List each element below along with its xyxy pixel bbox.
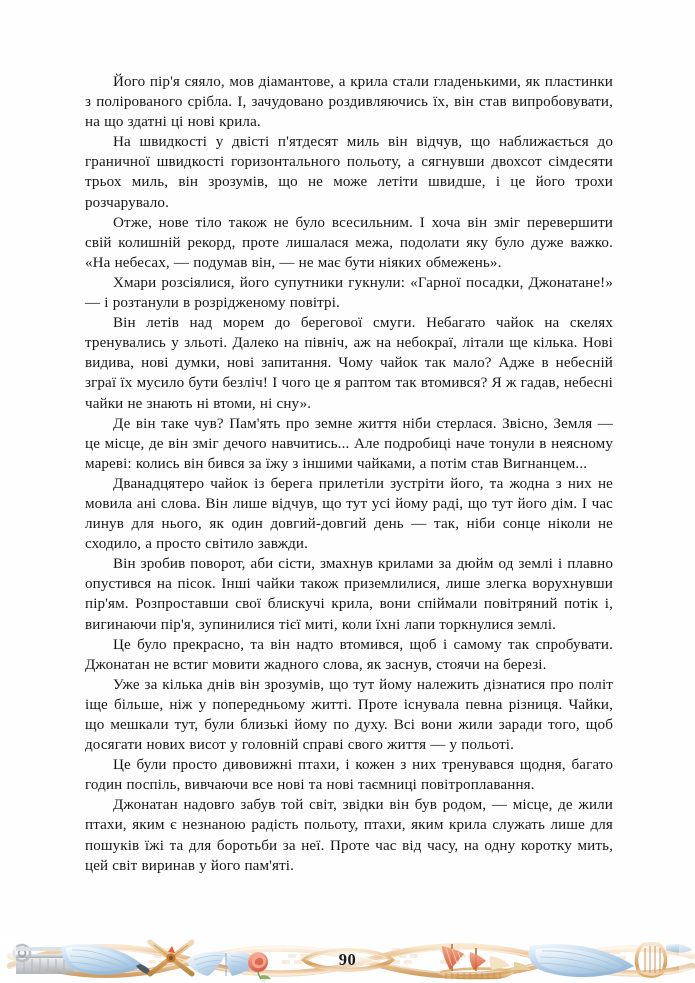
paragraph: На швидкості у двісті п'ятдесят миль він відчув, що наближається до граничної швидкості горизонтального польоту, а сягнувши двохсот сімдесяти трьох миль, він зрозумів, що не може летіти швидше, і це його трохи розчарувало. (85, 134, 613, 211)
page-text-body (85, 72, 613, 876)
paragraph: Його пір'я сяяло, мов діамантове, а крила стали гладенькими, як пластинки з полірованого срібла. І, зачудовано роздивляючись їх, він став випробовувати, на що здатні ці нові крила. (85, 74, 613, 131)
paragraph: Це були просто дивовижні птахи, і кожен з них тренувався щодня, багато годин поспіль, вивчаючи все нові та нові таємниці повітроплавання. (85, 757, 613, 794)
paragraph: Це було прекрасно, та він надто втомився, щоб і самому так спробувати. Джонатан не встиг мовити жадного слова, як заснув, стоячи на березі. (85, 636, 613, 673)
paragraph: Уже за кілька днів він зрозумів, що тут йому належить дізнатися про політ іще більше, ніж у попередньому житті. Проте існувала певна різниця. Чайки, що мешкали тут, були близькі йому по духу. Всі вони жили заради того, щоб досягати нових висот у головній справі свого життя — у польоті. (85, 676, 613, 754)
paragraph: Хмари розсіялися, його супутники гукнули: «Гарної посадки, Джонатане!» — і розтанули в розрідженому повітрі. (85, 274, 613, 312)
paragraph: Отже, нове тіло також не було всесильним. І хоча він зміг перевершити свій колишній рекорд, проте лишалася межа, подолати яку було дуже важко. «На небесах, — подумав він, — не має бути ніяких обмежень». (85, 214, 613, 271)
paragraph: Він зробив поворот, аби сісти, змахнув крилами за дюйм од землі і плавно опустився на пісок. Інші чайки також приземлилися, лише злегка ворухнувши пір'ям. Розпроставши свої блискучі крила, вони спіймали повітряний потік і, вигинаючи пір'я, зупинилися тієї миті, коли їхні лапи торкнулися землі. (85, 556, 613, 633)
paragraph: Він летів над морем до берегової смуги. Небагато чайок на скелях тренувались у зльоті. Далеко на північ, аж на небокраї, літали ще кілька. Нові видива, нові думки, нові запитання. Чому чайок так мало? Адже в небесній зграї їх мусило бути безліч! І чого це я раптом так втомився? Я ж гадав, небесні чайки не знають ні втоми, ні сну». (85, 315, 613, 412)
paragraph: Де він таке чув? Пам'ять про земне життя ніби стерлася. Звісно, Земля — це місце, де він зміг дечого навчитись... Але подробиці наче тонули в неясному мареві: колись він бився за їжу з іншими чайками, а потім став Вигнанцем... (85, 415, 613, 472)
paragraph: Джонатан надовго забув той світ, звідки він був родом, — місце, де жили птахи, яким є незнаною радість польоту, птахи, яким крила служать лише для пошуків їжі та для боротьби за неї. Проте час від часу, на одну коротку мить, цей світ виринав у його пам'яті. (85, 797, 613, 874)
paragraph: Дванадцятеро чайок із берега прилетіли зустріти його, та жодна з них не мовила ані слова. Він лише відчув, що тут усі йому раді, що тут його дім. І час линув для нього, як один довгий-довгий день — так, ніби сонце ніколи не сходило, а просто світило завжди. (85, 475, 613, 553)
page-number: 90 (338, 950, 357, 969)
